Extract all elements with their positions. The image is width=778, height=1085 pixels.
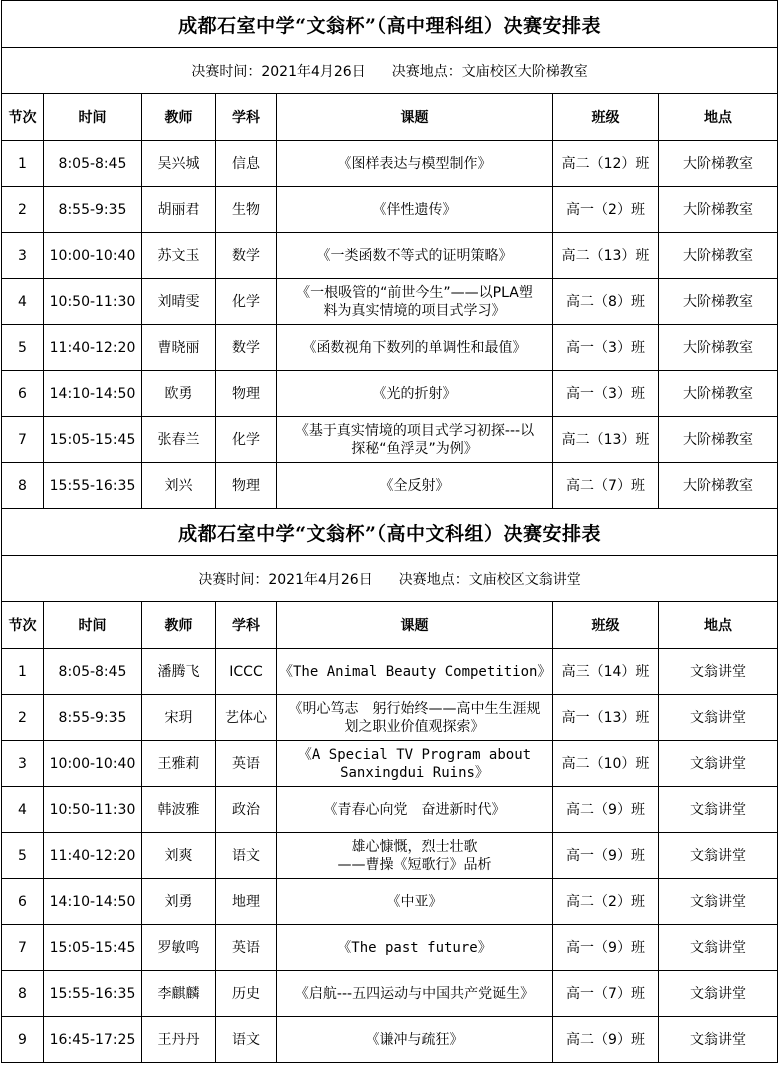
- cell-no: 4: [2, 279, 44, 325]
- col-header-teacher: 教师: [142, 94, 216, 141]
- arts-header-row: [2, 602, 778, 649]
- cell-topic: 《谦冲与疏狂》: [277, 1017, 553, 1063]
- cell-no: 2: [2, 187, 44, 233]
- cell-place: 文翁讲堂: [659, 879, 778, 925]
- cell-no: 8: [2, 463, 44, 509]
- cell-topic: [277, 833, 553, 879]
- cell-place: 文翁讲堂: [659, 695, 778, 741]
- cell-place: 文翁讲堂: [659, 925, 778, 971]
- table-row: [2, 463, 778, 509]
- topic-line-1: 《基于真实情境的项目式学习初探---以: [294, 422, 535, 439]
- cell-time: 10:50-11:30: [44, 787, 142, 833]
- cell-topic: [277, 695, 553, 741]
- cell-class: 高一（3）班: [553, 325, 659, 371]
- cell-time: 15:55-16:35: [44, 463, 142, 509]
- cell-time: 8:55-9:35: [44, 695, 142, 741]
- cell-subject: 历史: [216, 971, 277, 1017]
- cell-teacher: 苏文玉: [142, 233, 216, 279]
- science-title-row: [2, 1, 778, 48]
- cell-teacher: 吴兴城: [142, 141, 216, 187]
- table-row: [2, 833, 778, 879]
- table-row: [2, 649, 778, 695]
- topic-line-2: 探秘“鱼浮灵”为例》: [351, 440, 478, 457]
- col-header-no: 节次: [2, 94, 44, 141]
- col-header-class: 班级: [553, 94, 659, 141]
- cell-teacher: 曹晓丽: [142, 325, 216, 371]
- cell-subject: 物理: [216, 463, 277, 509]
- table-row: [2, 971, 778, 1017]
- table-row: [2, 325, 778, 371]
- cell-place: 大阶梯教室: [659, 279, 778, 325]
- col-header-no: 节次: [2, 602, 44, 649]
- cell-class: 高二（9）班: [553, 1017, 659, 1063]
- topic-line-1: 《一根吸管的“前世今生”——以PLA塑: [296, 284, 533, 301]
- cell-time: 8:05-8:45: [44, 141, 142, 187]
- topic-line-1: 《A Special TV Program about: [297, 746, 532, 763]
- table-row: [2, 187, 778, 233]
- table-row: [2, 695, 778, 741]
- cell-topic: 《光的折射》: [277, 371, 553, 417]
- cell-teacher: 胡丽君: [142, 187, 216, 233]
- cell-topic: 《中亚》: [277, 879, 553, 925]
- col-header-topic: 课题: [277, 94, 553, 141]
- cell-place: 大阶梯教室: [659, 463, 778, 509]
- cell-teacher: 刘爽: [142, 833, 216, 879]
- cell-subject: 数学: [216, 233, 277, 279]
- cell-topic: 《函数视角下数列的单调性和最值》: [277, 325, 553, 371]
- col-header-time: 时间: [44, 94, 142, 141]
- cell-no: 7: [2, 925, 44, 971]
- science-header-row: [2, 94, 778, 141]
- science-meta-row: [2, 48, 778, 94]
- cell-time: 15:05-15:45: [44, 417, 142, 463]
- cell-subject: 艺体心: [216, 695, 277, 741]
- col-header-teacher: 教师: [142, 602, 216, 649]
- topic-line-2: 料为真实情境的项目式学习》: [323, 302, 506, 319]
- cell-subject: 英语: [216, 741, 277, 787]
- table-row: [2, 787, 778, 833]
- cell-place: 大阶梯教室: [659, 233, 778, 279]
- cell-no: 5: [2, 325, 44, 371]
- cell-teacher: 李麒麟: [142, 971, 216, 1017]
- schedule-sheet: [1, 0, 778, 1063]
- cell-subject: 生物: [216, 187, 277, 233]
- cell-teacher: 刘晴雯: [142, 279, 216, 325]
- cell-class: 高三（14）班: [553, 649, 659, 695]
- cell-no: 2: [2, 695, 44, 741]
- cell-place: 文翁讲堂: [659, 1017, 778, 1063]
- cell-class: 高二（13）班: [553, 417, 659, 463]
- cell-class: 高一（9）班: [553, 833, 659, 879]
- cell-teacher: 韩波雅: [142, 787, 216, 833]
- arts-meta-row: [2, 556, 778, 602]
- cell-no: 6: [2, 879, 44, 925]
- topic-line-1: 《明心笃志 躬行始终——高中生生涯规: [288, 700, 541, 717]
- arts-title-row: [2, 509, 778, 556]
- cell-time: 11:40-12:20: [44, 833, 142, 879]
- cell-class: 高一（2）班: [553, 187, 659, 233]
- col-header-place: 地点: [659, 602, 778, 649]
- cell-class: 高二（12）班: [553, 141, 659, 187]
- cell-time: 10:00-10:40: [44, 741, 142, 787]
- cell-subject: 物理: [216, 371, 277, 417]
- arts-time-label: 决赛时间：2021年4月26日: [198, 571, 373, 588]
- cell-place: 大阶梯教室: [659, 187, 778, 233]
- cell-place: 大阶梯教室: [659, 325, 778, 371]
- topic-line-2: ——曹操《短歌行》品析: [337, 856, 492, 873]
- topic-line-1: 雄心慷慨，烈士壮歌: [351, 838, 478, 855]
- cell-time: 16:45-17:25: [44, 1017, 142, 1063]
- col-header-subject: 学科: [216, 602, 277, 649]
- cell-teacher: 潘腾飞: [142, 649, 216, 695]
- col-header-place: 地点: [659, 94, 778, 141]
- table-row: [2, 741, 778, 787]
- table-row: [2, 879, 778, 925]
- cell-teacher: 罗敏鸣: [142, 925, 216, 971]
- cell-class: 高二（8）班: [553, 279, 659, 325]
- cell-class: 高一（3）班: [553, 371, 659, 417]
- cell-place: 大阶梯教室: [659, 141, 778, 187]
- cell-time: 14:10-14:50: [44, 879, 142, 925]
- cell-no: 6: [2, 371, 44, 417]
- col-header-time: 时间: [44, 602, 142, 649]
- cell-topic: 《The Animal Beauty Competition》: [277, 649, 553, 695]
- col-header-topic: 课题: [277, 602, 553, 649]
- cell-place: 文翁讲堂: [659, 787, 778, 833]
- cell-class: 高二（7）班: [553, 463, 659, 509]
- topic-line-2: Sanxingdui Ruins》: [340, 764, 489, 781]
- cell-class: 高二（13）班: [553, 233, 659, 279]
- cell-time: 10:00-10:40: [44, 233, 142, 279]
- science-time-label: 决赛时间：2021年4月26日: [191, 63, 366, 80]
- cell-no: 7: [2, 417, 44, 463]
- cell-subject: 化学: [216, 279, 277, 325]
- cell-place: 文翁讲堂: [659, 649, 778, 695]
- arts-meta: [2, 556, 778, 602]
- cell-class: 高二（9）班: [553, 787, 659, 833]
- table-row: [2, 417, 778, 463]
- cell-subject: 数学: [216, 325, 277, 371]
- cell-topic: [277, 741, 553, 787]
- cell-no: 9: [2, 1017, 44, 1063]
- cell-place: 大阶梯教室: [659, 371, 778, 417]
- col-header-subject: 学科: [216, 94, 277, 141]
- table-row: [2, 279, 778, 325]
- cell-place: 文翁讲堂: [659, 971, 778, 1017]
- cell-subject: 信息: [216, 141, 277, 187]
- cell-topic: [277, 279, 553, 325]
- cell-no: 8: [2, 971, 44, 1017]
- cell-no: 5: [2, 833, 44, 879]
- cell-time: 15:55-16:35: [44, 971, 142, 1017]
- cell-no: 3: [2, 741, 44, 787]
- col-header-class: 班级: [553, 602, 659, 649]
- cell-teacher: 张春兰: [142, 417, 216, 463]
- cell-class: 高一（13）班: [553, 695, 659, 741]
- cell-time: 8:55-9:35: [44, 187, 142, 233]
- cell-topic: 《启航---五四运动与中国共产党诞生》: [277, 971, 553, 1017]
- cell-no: 4: [2, 787, 44, 833]
- cell-place: 文翁讲堂: [659, 741, 778, 787]
- cell-subject: 地理: [216, 879, 277, 925]
- cell-subject: 政治: [216, 787, 277, 833]
- science-table-title: 成都石室中学“文翁杯”（高中理科组）决赛安排表: [2, 1, 778, 48]
- table-row: [2, 141, 778, 187]
- table-row: [2, 925, 778, 971]
- cell-time: 15:05-15:45: [44, 925, 142, 971]
- cell-topic: 《伴性遗传》: [277, 187, 553, 233]
- cell-teacher: 王丹丹: [142, 1017, 216, 1063]
- arts-place-label: 决赛地点：文庙校区文翁讲堂: [398, 571, 581, 588]
- cell-class: 高二（2）班: [553, 879, 659, 925]
- cell-class: 高二（10）班: [553, 741, 659, 787]
- table-row: [2, 233, 778, 279]
- cell-time: 11:40-12:20: [44, 325, 142, 371]
- cell-class: 高一（7）班: [553, 971, 659, 1017]
- cell-time: 8:05-8:45: [44, 649, 142, 695]
- cell-class: 高一（9）班: [553, 925, 659, 971]
- cell-topic: 《一类函数不等式的证明策略》: [277, 233, 553, 279]
- cell-time: 10:50-11:30: [44, 279, 142, 325]
- cell-subject: 语文: [216, 1017, 277, 1063]
- cell-teacher: 刘勇: [142, 879, 216, 925]
- cell-no: 1: [2, 649, 44, 695]
- cell-no: 1: [2, 141, 44, 187]
- cell-topic: 《全反射》: [277, 463, 553, 509]
- topic-line-2: 划之职业价值观探索》: [344, 718, 485, 735]
- arts-table-title: 成都石室中学“文翁杯”（高中文科组）决赛安排表: [2, 509, 778, 556]
- science-place-label: 决赛地点：文庙校区大阶梯教室: [391, 63, 588, 80]
- cell-time: 14:10-14:50: [44, 371, 142, 417]
- cell-teacher: 欧勇: [142, 371, 216, 417]
- cell-topic: [277, 417, 553, 463]
- cell-teacher: 刘兴: [142, 463, 216, 509]
- table-row: [2, 371, 778, 417]
- cell-subject: ICCC: [216, 649, 277, 695]
- table-row: [2, 1017, 778, 1063]
- cell-teacher: 宋玥: [142, 695, 216, 741]
- cell-no: 3: [2, 233, 44, 279]
- cell-topic: 《青春心向党 奋进新时代》: [277, 787, 553, 833]
- cell-subject: 化学: [216, 417, 277, 463]
- cell-topic: 《图样表达与模型制作》: [277, 141, 553, 187]
- cell-place: 大阶梯教室: [659, 417, 778, 463]
- cell-subject: 英语: [216, 925, 277, 971]
- cell-place: 文翁讲堂: [659, 833, 778, 879]
- science-meta: [2, 48, 778, 94]
- cell-teacher: 王雅莉: [142, 741, 216, 787]
- cell-subject: 语文: [216, 833, 277, 879]
- cell-topic: 《The past future》: [277, 925, 553, 971]
